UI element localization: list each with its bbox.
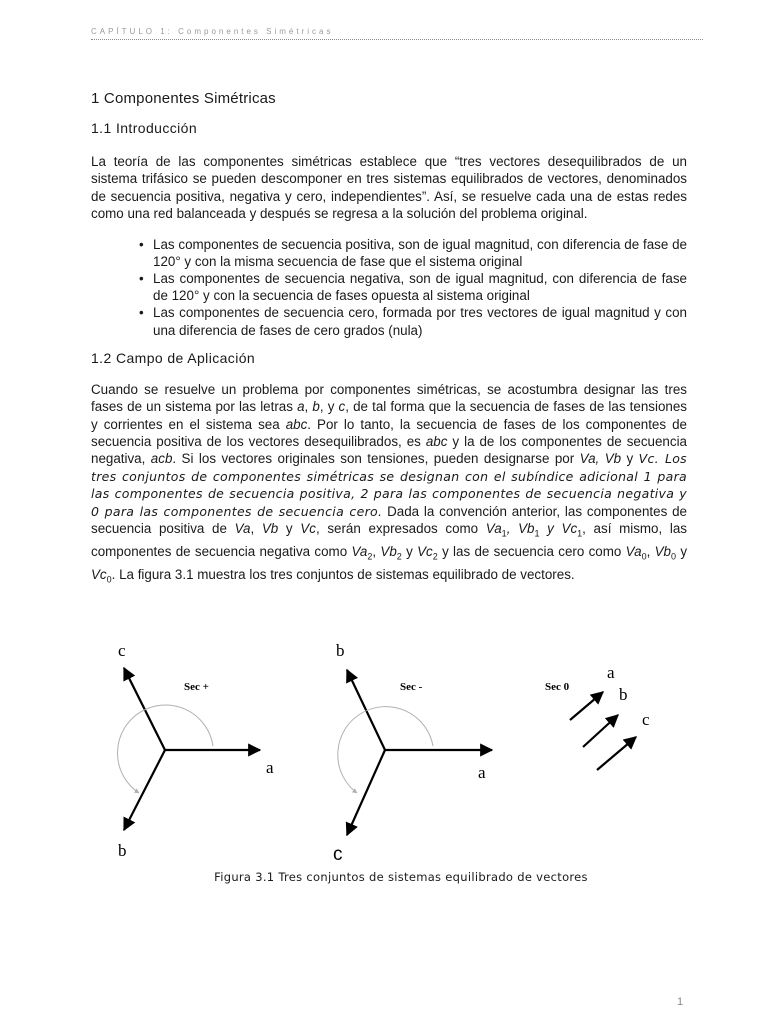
text-run: , — [506, 521, 519, 537]
vb0: Vb — [654, 544, 671, 560]
running-header: CAPÍTULO 1: Componentes Simétricas — [91, 27, 334, 36]
text-run: , serán expresados como — [315, 521, 486, 537]
sub-2: 2 — [432, 551, 438, 562]
text-run: , así mismo, las componentes de secuencia negativa como — [91, 521, 688, 560]
text-run: , de tal forma que la secuencia de fases de las tensiones y corrientes en el sistema sea — [91, 399, 687, 432]
text-run: Dada la convención anterior, las componentes de secuencia positiva de — [91, 503, 687, 537]
page-content — [91, 90, 687, 589]
label-c: c — [642, 710, 650, 729]
va0: Va — [625, 544, 642, 560]
text-run: y — [401, 544, 418, 560]
va2: Va — [351, 544, 368, 560]
text-run: . Si los vectores originales son tensiones, pueden designarse por — [172, 451, 580, 467]
label-a: a — [607, 663, 615, 682]
sub-0: 0 — [106, 574, 112, 585]
vector-c — [347, 750, 385, 835]
sec-plus-label: Sec + — [184, 681, 209, 693]
voltage-vb: Vb — [261, 521, 279, 537]
voltage-vc: Vc — [300, 521, 316, 537]
label-b: b — [619, 685, 628, 704]
sub-1: 1 — [577, 528, 583, 539]
bullet-icon: • — [139, 236, 144, 252]
text-run: y — [621, 451, 639, 467]
bullet-icon: • — [139, 305, 144, 321]
sequence-abc: abc — [285, 416, 308, 432]
phase-b: b — [312, 399, 320, 415]
page-number: 1 — [677, 996, 684, 1008]
vector-c — [124, 668, 165, 750]
positive-sequence-diagram — [118, 641, 274, 860]
designation-sentence: Vc. Los tres conjuntos de componentes simétricas se designan con el subíndice adicional 1 para las componentes de secuencia positiva, 2 para las componentes de secuencia negativa y 0 para las componentes de secuencia cero. — [91, 451, 687, 519]
vc2: Vc — [417, 544, 433, 560]
label-c: c — [118, 641, 126, 660]
vector-b — [583, 715, 618, 747]
sequence-abc-2: abc — [425, 434, 448, 450]
phase-a: a — [297, 399, 305, 415]
header-rule — [91, 39, 703, 40]
figure-caption: Figura 3.1 Tres conjuntos de sistemas equilibrado de vectores — [214, 870, 588, 884]
sub-0: 0 — [671, 551, 677, 562]
text-run: , — [250, 521, 262, 537]
sequence-acb: acb — [150, 451, 173, 467]
text-run: y — [278, 521, 301, 537]
vc1: Vc — [561, 521, 578, 537]
negative-sequence-diagram — [333, 641, 492, 865]
text-run: . Por lo tanto, la secuencia de fases de los componentes de secuencia positiva de los vectores desequilibrados, es — [91, 416, 687, 450]
va1: Va — [485, 521, 502, 537]
vector-diagrams — [0, 630, 768, 890]
sec-minus-label: Sec - — [400, 681, 423, 693]
sub-1: 1 — [501, 528, 507, 539]
phase-c: c — [338, 399, 346, 415]
text-run: , — [372, 544, 381, 560]
vb1: Vb — [518, 521, 535, 537]
text-run: . La figura 3.1 muestra los tres conjuntos de sistemas equilibrado de vectores. — [111, 567, 575, 583]
voltage-va: Va — [234, 521, 251, 537]
sub-0: 0 — [641, 551, 647, 562]
vb2: Vb — [380, 544, 397, 560]
bullet-text: Las componentes de secuencia positiva, son de igual magnitud, con diferencia de fase de 120° y con la misma secuencia de fase que el sistema original — [153, 236, 687, 269]
vector-b — [347, 670, 385, 750]
application-paragraph — [91, 381, 687, 589]
text-run: y las de secuencia cero como — [437, 544, 626, 560]
text-run: y — [676, 544, 688, 560]
vc0: Vc — [91, 567, 107, 583]
vector-a — [570, 692, 603, 720]
zero-sequence-diagram — [545, 663, 650, 770]
label-c: c — [333, 844, 343, 865]
vector-b — [124, 750, 165, 830]
list-item — [139, 236, 687, 270]
label-b: b — [118, 841, 127, 860]
text-run: , y — [319, 399, 339, 415]
section-title: 1 Componentes Simétricas — [91, 90, 276, 107]
text-run: y la de los componentes de secuencia negativa, — [91, 434, 688, 467]
vector-c — [597, 737, 636, 770]
voltage-va-vb: Va, Vb — [579, 451, 622, 467]
sub-1: 1 — [534, 528, 540, 539]
text-run: y — [539, 521, 562, 537]
figure-3-1 — [0, 630, 768, 890]
sub-2: 2 — [367, 551, 373, 562]
intro-title: 1.1 Introducción — [91, 120, 198, 136]
text-run: , — [304, 399, 313, 415]
list-item — [139, 304, 687, 338]
bullet-text: Las componentes de secuencia cero, formada por tres vectores de igual magnitud y con una diferencia de fases de cero grados (nula) — [153, 305, 687, 338]
sec-zero-label: Sec 0 — [545, 681, 570, 693]
label-a: a — [266, 758, 274, 777]
bullet-text: Las componentes de secuencia negativa, son de igual magnitud, con diferencia de fase de 120° y con la secuencia de fases opuesta al sistema original — [153, 271, 687, 304]
label-a: a — [478, 763, 486, 782]
text-run: , — [646, 544, 655, 560]
text-run: Cuando se resuelve un problema por componentes simétricas, se acostumbra designar las tres fases de un sistema por las letras — [91, 381, 687, 415]
bullet-icon: • — [139, 271, 144, 287]
intro-paragraph: La teoría de las componentes simétricas establece que “tres vectores desequilibrados de un sistema trifásico se pueden descomponer en tres sistemas equilibrados de vectores, denominados de secuencia positiva, negativa y cero, independientes”. Así, se resuelve cada una de estas redes como una red balanceada y después se regresa a la solución del problema original. — [91, 154, 687, 222]
list-item — [139, 270, 687, 304]
application-title: 1.2 Campo de Aplicación — [91, 349, 256, 366]
label-b: b — [336, 641, 345, 660]
bullet-list — [91, 236, 687, 339]
sub-2: 2 — [396, 551, 402, 562]
